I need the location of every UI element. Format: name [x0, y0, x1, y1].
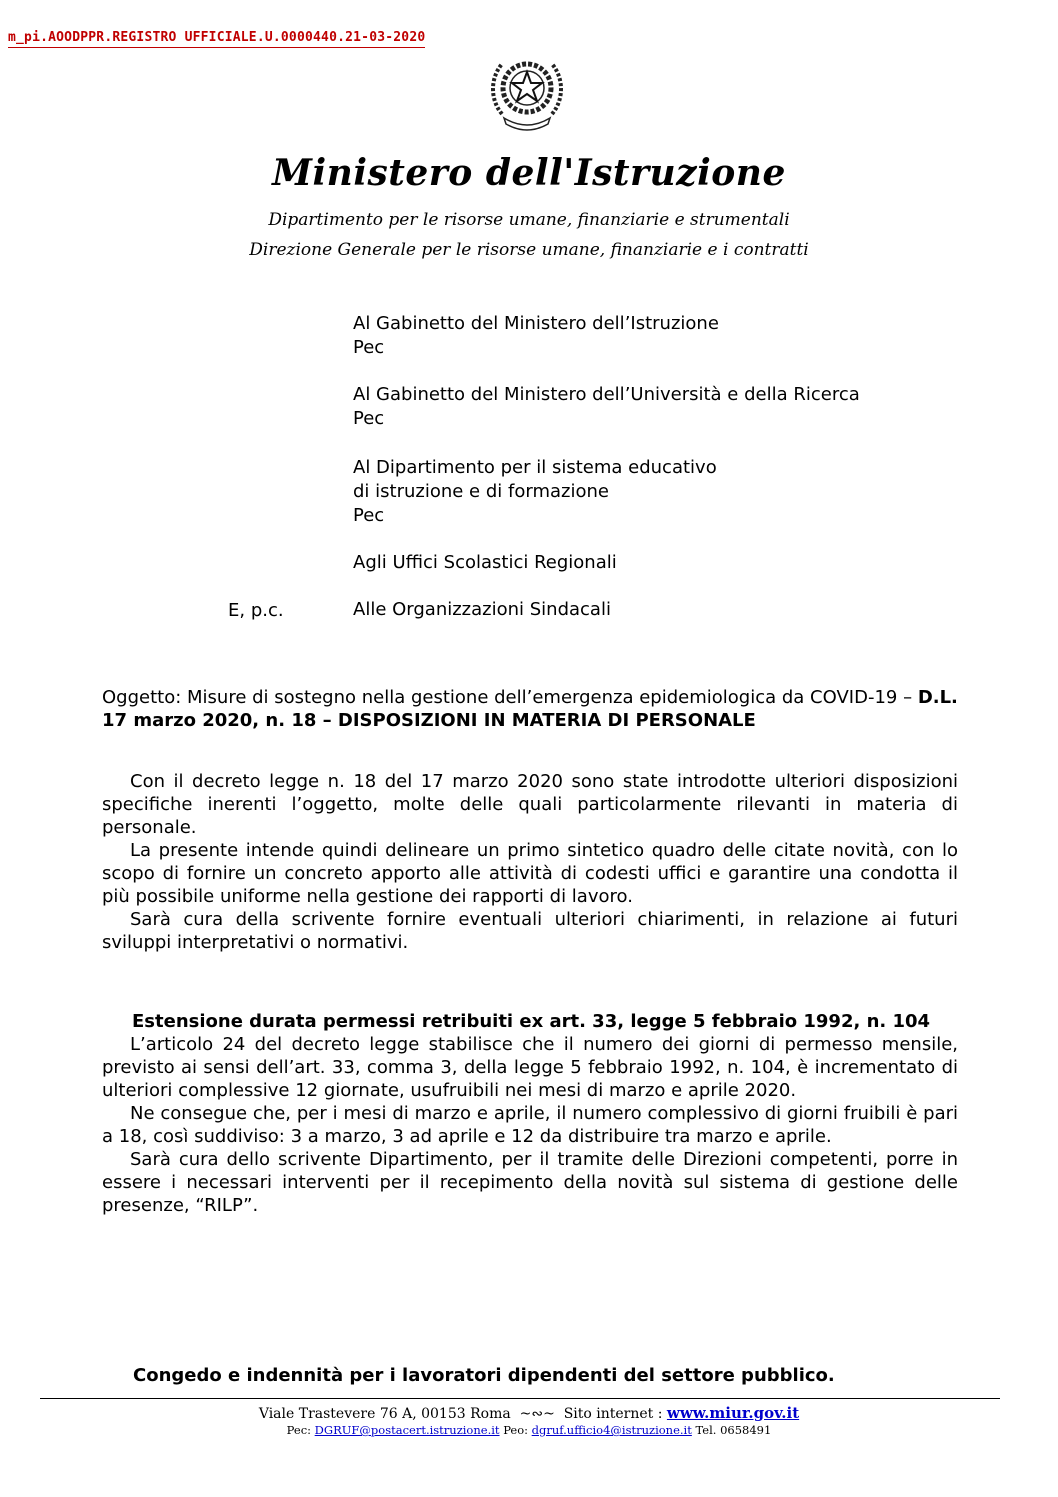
ministry-title: Ministero dell'Istruzione: [272, 152, 786, 194]
paragraph: La presente intende quindi delineare un primo sintetico quadro delle citate novità, con lo scopo di fornire un concreto apporto alle attività di codesti uffici e garantire una condotta il più possibile uniforme nella gestione dei rapporti di lavoro.: [102, 840, 958, 907]
recipient-line: Al Gabinetto del Ministero dell’Università e della Ricerca: [353, 384, 860, 405]
directorate-name: Direzione Generale per le risorse umane, finanziarie e i contratti: [249, 240, 809, 260]
website-link[interactable]: www.miur.gov.it: [666, 1404, 800, 1422]
section-title: Estensione durata permessi retribuiti ex art. 33, legge 5 febbraio 1992, n. 104: [132, 1011, 931, 1032]
recipient-line: Pec: [353, 408, 385, 429]
footer-contacts-line: [0, 1423, 1058, 1437]
recipient-line: di istruzione e di formazione: [353, 481, 609, 502]
recipient-line: Al Gabinetto del Ministero dell’Istruzione: [353, 313, 719, 334]
recipient-block: [353, 383, 860, 431]
protocol-stamp: m_pi.AOODPPR.REGISTRO UFFICIALE.U.0000440.21-03-2020: [8, 30, 425, 48]
footer-site-label: Sito internet :: [563, 1406, 663, 1422]
footer-phone: Tel. 0658491: [695, 1423, 772, 1437]
recipient-block: [353, 598, 611, 622]
subject-prefix: Oggetto: Misure di sostegno nella gestione dell’emergenza epidemiologica da COVID-19 –: [102, 687, 913, 708]
recipient-block: [353, 551, 617, 575]
footer-address: Viale Trastevere 76 A, 00153 Roma: [258, 1406, 511, 1422]
paragraph: L’articolo 24 del decreto legge stabilisce che il numero dei giorni di permesso mensile, previsto ai sensi dell’art. 33, comma 3, della legge 5 febbraio 1992, n. 104, è incrementato di ulteriori complessive 12 giornate, usufruibili nei mesi di marzo e aprile 2020.: [102, 1034, 958, 1101]
section-permessi: [102, 1010, 958, 1217]
recipient-block: [353, 456, 717, 528]
recipient-line: Agli Uffici Scolastici Regionali: [353, 552, 617, 573]
italian-republic-emblem-icon: [488, 52, 566, 134]
pec-email-link[interactable]: DGRUF@postacert.istruzione.it: [314, 1423, 500, 1437]
peo-label: Peo:: [503, 1423, 529, 1437]
epc-label: E, p.c.: [228, 600, 284, 621]
paragraph: Sarà cura della scrivente fornire eventuali ulteriori chiarimenti, in relazione ai futuri sviluppi interpretativi o normativi.: [102, 909, 958, 953]
subject-bold: D.L. 17 marzo 2020, n. 18 – DISPOSIZIONI IN MATERIA DI PERSONALE: [102, 687, 958, 731]
paragraph: Con il decreto legge n. 18 del 17 marzo 2020 sono state introdotte ulteriori disposizioni specifiche inerenti l’oggetto, molte delle quali particolarmente rilevanti in materia di personale.: [102, 771, 958, 838]
recipient-line: Pec: [353, 505, 385, 526]
recipient-block: [353, 312, 719, 360]
footer-divider: [40, 1398, 1000, 1399]
pec-label: Pec:: [286, 1423, 312, 1437]
section-title: Congedo e indennità per i lavoratori dipendenti del settore pubblico.: [133, 1365, 835, 1386]
recipient-line: Pec: [353, 337, 385, 358]
intro-section: [102, 770, 958, 954]
paragraph: Sarà cura dello scrivente Dipartimento, per il tramite delle Direzioni competenti, porre in essere i necessari interventi per il recepimento della novità sul sistema di gestione delle presenze, “RILP”.: [102, 1149, 958, 1216]
recipient-line: Alle Organizzazioni Sindacali: [353, 599, 611, 620]
department-name: Dipartimento per le risorse umane, finanziarie e strumentali: [268, 210, 790, 230]
peo-email-link[interactable]: dgruf.ufficio4@istruzione.it: [531, 1423, 692, 1437]
ornament-icon: ~∾~: [515, 1406, 560, 1422]
paragraph: Ne consegue che, per i mesi di marzo e aprile, il numero complessivo di giorni fruibili è pari a 18, così suddiviso: 3 a marzo, 3 ad aprile e 12 da distribuire tra marzo e aprile.: [102, 1103, 958, 1147]
recipient-line: Al Dipartimento per il sistema educativo: [353, 457, 717, 478]
subject-block: [102, 686, 958, 732]
footer-address-line: [0, 1404, 1058, 1422]
